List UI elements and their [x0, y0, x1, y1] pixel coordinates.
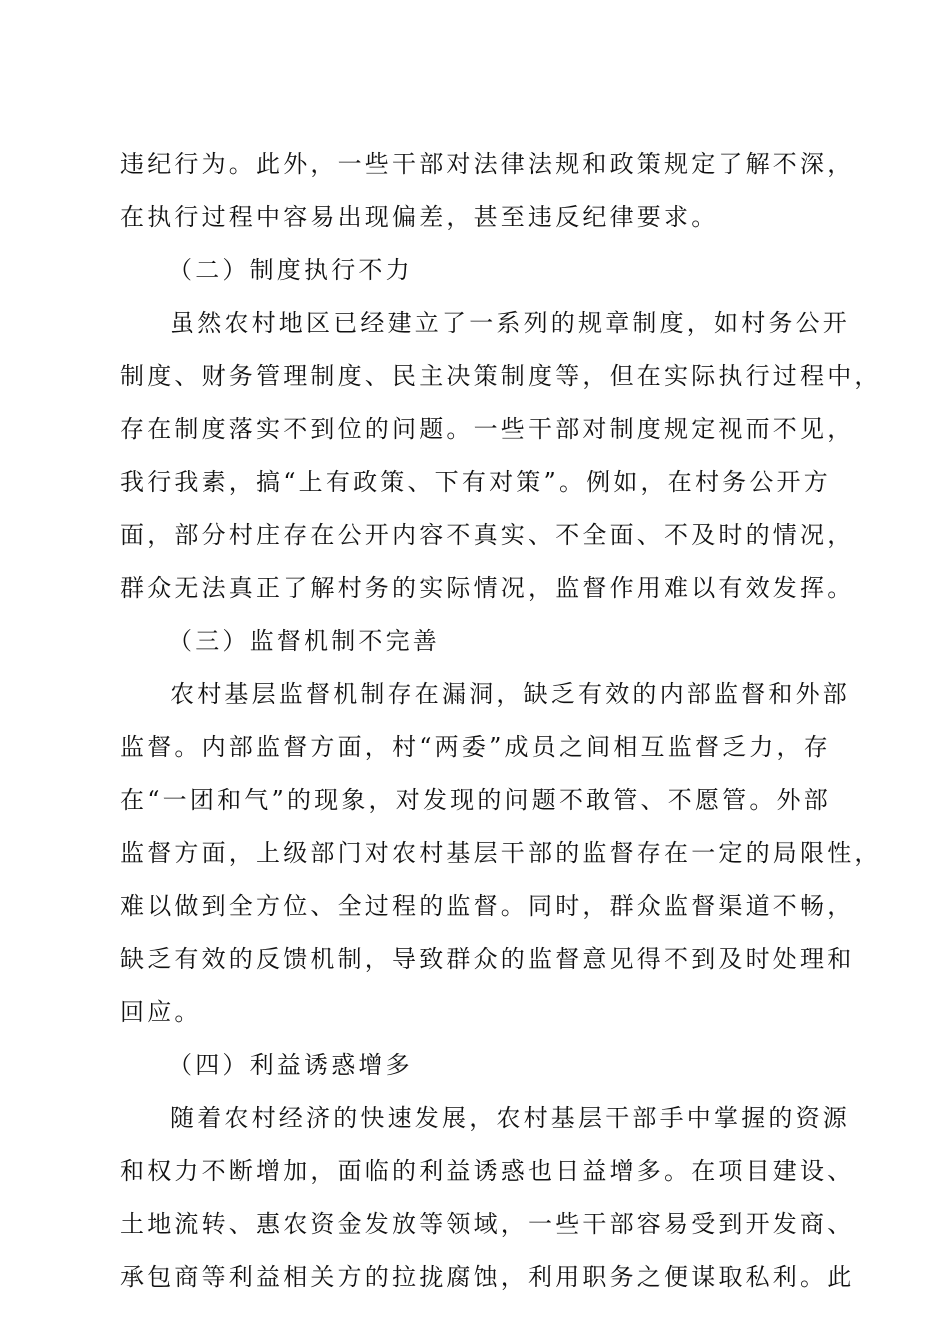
- body-line: 在“一团和气”的现象，对发现的问题不敢管、不愿管。外部: [120, 786, 831, 814]
- paragraph-first-line: 虽然农村地区已经建立了一系列的规章制度，如村务公开: [170, 309, 850, 337]
- body-line: 回应。: [120, 998, 202, 1026]
- body-line: 和权力不断增加，面临的利益诱惑也日益增多。在项目建设、: [120, 1157, 855, 1185]
- paragraph-first-line: 农村基层监督机制存在漏洞，缺乏有效的内部监督和外部: [170, 680, 850, 708]
- body-line: 监督。内部监督方面，村“两委”成员之间相互监督乏力，存: [120, 733, 831, 761]
- paragraph-first-line: 随着农村经济的快速发展，农村基层干部手中掌握的资源: [170, 1104, 850, 1132]
- body-line: 缺乏有效的反馈机制，导致群众的监督意见得不到及时处理和: [120, 945, 855, 973]
- section-heading: （四）利益诱惑增多: [168, 1051, 413, 1079]
- body-line: 土地流转、惠农资金发放等领域，一些干部容易受到开发商、: [120, 1210, 855, 1238]
- body-line: 违纪行为。此外，一些干部对法律法规和政策规定了解不深，: [120, 150, 855, 178]
- body-line: 面，部分村庄存在公开内容不真实、不全面、不及时的情况，: [120, 521, 855, 549]
- section-heading: （三）监督机制不完善: [168, 627, 440, 655]
- body-line: 在执行过程中容易出现偏差，甚至违反纪律要求。: [120, 203, 719, 231]
- body-line: 群众无法真正了解村务的实际情况，监督作用难以有效发挥。: [120, 574, 855, 602]
- body-line: 我行我素，搞“上有政策、下有对策”。例如，在村务公开方: [120, 468, 831, 496]
- section-heading: （二）制度执行不力: [168, 256, 413, 284]
- body-line: 难以做到全方位、全过程的监督。同时，群众监督渠道不畅，: [120, 892, 855, 920]
- body-line: 存在制度落实不到位的问题。一些干部对制度规定视而不见，: [120, 415, 855, 443]
- body-line: 制度、财务管理制度、民主决策制度等，但在实际执行过程中，: [120, 362, 882, 390]
- body-line: 承包商等利益相关方的拉拢腐蚀，利用职务之便谋取私利。此: [120, 1263, 855, 1291]
- document-body: [120, 138, 882, 1304]
- body-line: 监督方面，上级部门对农村基层干部的监督存在一定的局限性，: [120, 839, 882, 867]
